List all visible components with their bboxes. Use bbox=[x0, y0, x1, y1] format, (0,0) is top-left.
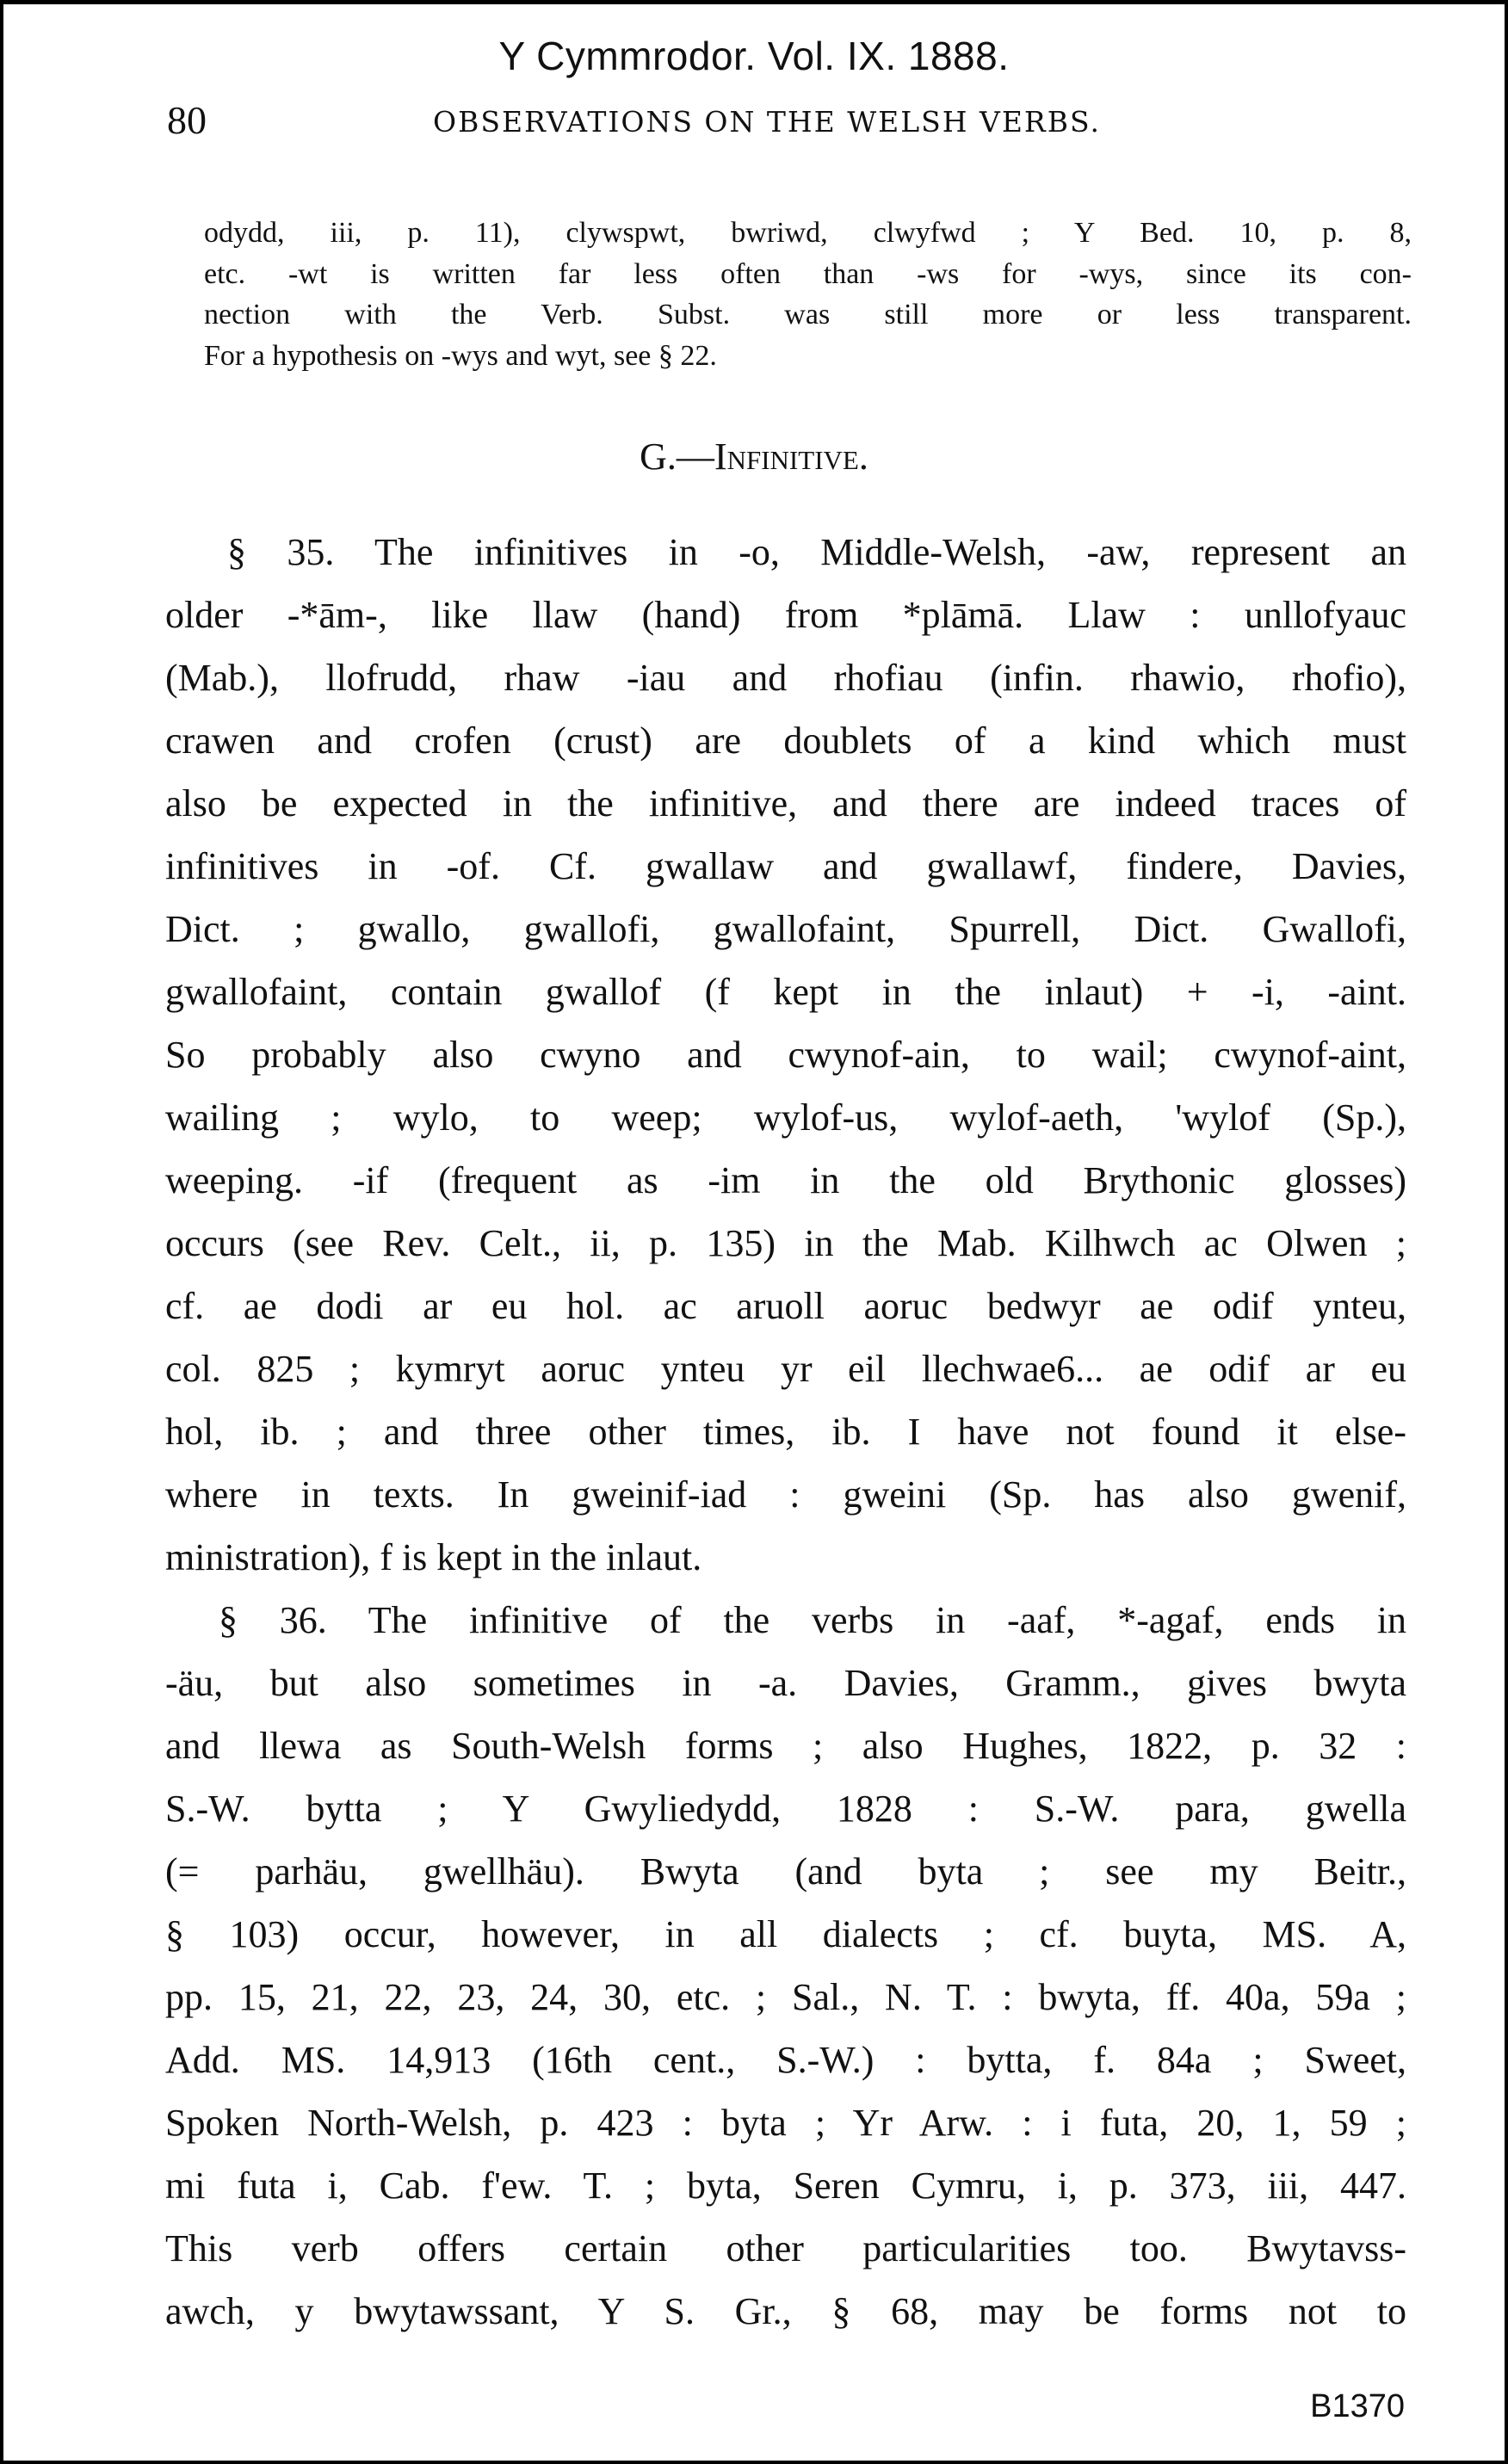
text-line: crawen and crofen (crust) are doublets of a kind which must bbox=[165, 719, 1406, 762]
text-line: wailing ; wylo, to weep; wylof-us, wylof-aeth, 'wylof (Sp.), bbox=[165, 1096, 1406, 1139]
text-line: older -*ām-, like llaw (hand) from *plāmā. Llaw : unllofyauc bbox=[165, 594, 1406, 636]
text-line: (Mab.), llofrudd, rhaw -iau and rhofiau (infin. rhawio, rhofio), bbox=[165, 657, 1406, 699]
section-heading bbox=[0, 435, 1508, 479]
text-line: -äu, but also sometimes in -a. Davies, Gramm., gives bwyta bbox=[165, 1662, 1406, 1704]
text-line: weeping. -if (frequent as -im in the old Brythonic glosses) bbox=[165, 1159, 1406, 1201]
text-line: odydd, iii, p. 11), clywspwt, bwriwd, clwyfwd ; Y Bed. 10, p. 8, bbox=[204, 217, 1412, 249]
section-heading-title: Infinitive. bbox=[714, 435, 868, 478]
text-line: gwallofaint, contain gwallof (f kept in the inlaut) + -i, -aint. bbox=[165, 971, 1406, 1013]
text-line: hol, ib. ; and three other times, ib. I have not found it else- bbox=[165, 1411, 1406, 1453]
text-line: Spoken North-Welsh, p. 423 : byta ; Yr Arw. : i futa, 20, 1, 59 ; bbox=[165, 2102, 1406, 2144]
text-line: For a hypothesis on -wys and wyt, see § 22. bbox=[204, 340, 717, 372]
text-line: § 36. The infinitive of the verbs in -aaf, *-agaf, ends in bbox=[219, 1599, 1406, 1641]
text-line: § 103) occur, however, in all dialects ; cf. buyta, MS. A, bbox=[165, 1913, 1406, 1955]
text-line: etc. -wt is written far less often than -ws for -wys, since its con- bbox=[204, 258, 1412, 290]
text-line: where in texts. In gweinif-iad : gweini (Sp. has also gwenif, bbox=[165, 1473, 1406, 1516]
text-line: Dict. ; gwallo, gwallofi, gwallofaint, Spurrell, Dict. Gwallofi, bbox=[165, 908, 1406, 950]
text-line: awch, y bwytawssant, Y S. Gr., § 68, may be forms not to bbox=[165, 2290, 1406, 2332]
source-title: Y Cymmrodor. Vol. IX. 1888. bbox=[498, 34, 1010, 78]
text-line: and llewa as South-Welsh forms ; also Hughes, 1822, p. 32 : bbox=[165, 1725, 1406, 1767]
text-line: (= parhäu, gwellhäu). Bwyta (and byta ; see my Beitr., bbox=[165, 1850, 1406, 1893]
text-line: mi futa i, Cab. f'ew. T. ; byta, Seren Cymru, i, p. 373, iii, 447. bbox=[165, 2164, 1406, 2207]
text-line: also be expected in the infinitive, and there are indeed traces of bbox=[165, 782, 1406, 824]
text-line: Add. MS. 14,913 (16th cent., S.-W.) : bytta, f. 84a ; Sweet, bbox=[165, 2039, 1406, 2081]
text-line: nection with the Verb. Subst. was still more or less transparent. bbox=[204, 299, 1412, 330]
text-line: § 35. The infinitives in -o, Middle-Welsh, -aw, represent an bbox=[227, 531, 1406, 573]
text-line: col. 825 ; kymryt aoruc ynteu yr eil llechwae6... ae odif ar eu bbox=[165, 1348, 1406, 1390]
text-line: ministration), f is kept in the inlaut. bbox=[165, 1536, 702, 1578]
text-line: occurs (see Rev. Celt., ii, p. 135) in the Mab. Kilhwch ac Olwen ; bbox=[165, 1222, 1406, 1264]
text-line: This verb offers certain other particularities too. Bwytavss- bbox=[165, 2227, 1406, 2269]
text-line: cf. ae dodi ar eu hol. ac aruoll aoruc bedwyr ae odif ynteu, bbox=[165, 1285, 1406, 1327]
section-heading-prefix: G.— bbox=[640, 435, 714, 478]
running-head: OBSERVATIONS ON THE WELSH VERBS. bbox=[433, 105, 1101, 139]
text-line: infinitives in -of. Cf. gwallaw and gwallawf, findere, Davies, bbox=[165, 845, 1406, 887]
text-line: S.-W. bytta ; Y Gwyliedydd, 1828 : S.-W. para, gwella bbox=[165, 1788, 1406, 1830]
catalog-code: B1370 bbox=[1310, 2388, 1405, 2424]
text-line: pp. 15, 21, 22, 23, 24, 30, etc. ; Sal., N. T. : bwyta, ff. 40a, 59a ; bbox=[165, 1976, 1406, 2018]
text-line: So probably also cwyno and cwynof-ain, to wail; cwynof-aint, bbox=[165, 1034, 1406, 1076]
page-number: 80 bbox=[167, 98, 207, 142]
